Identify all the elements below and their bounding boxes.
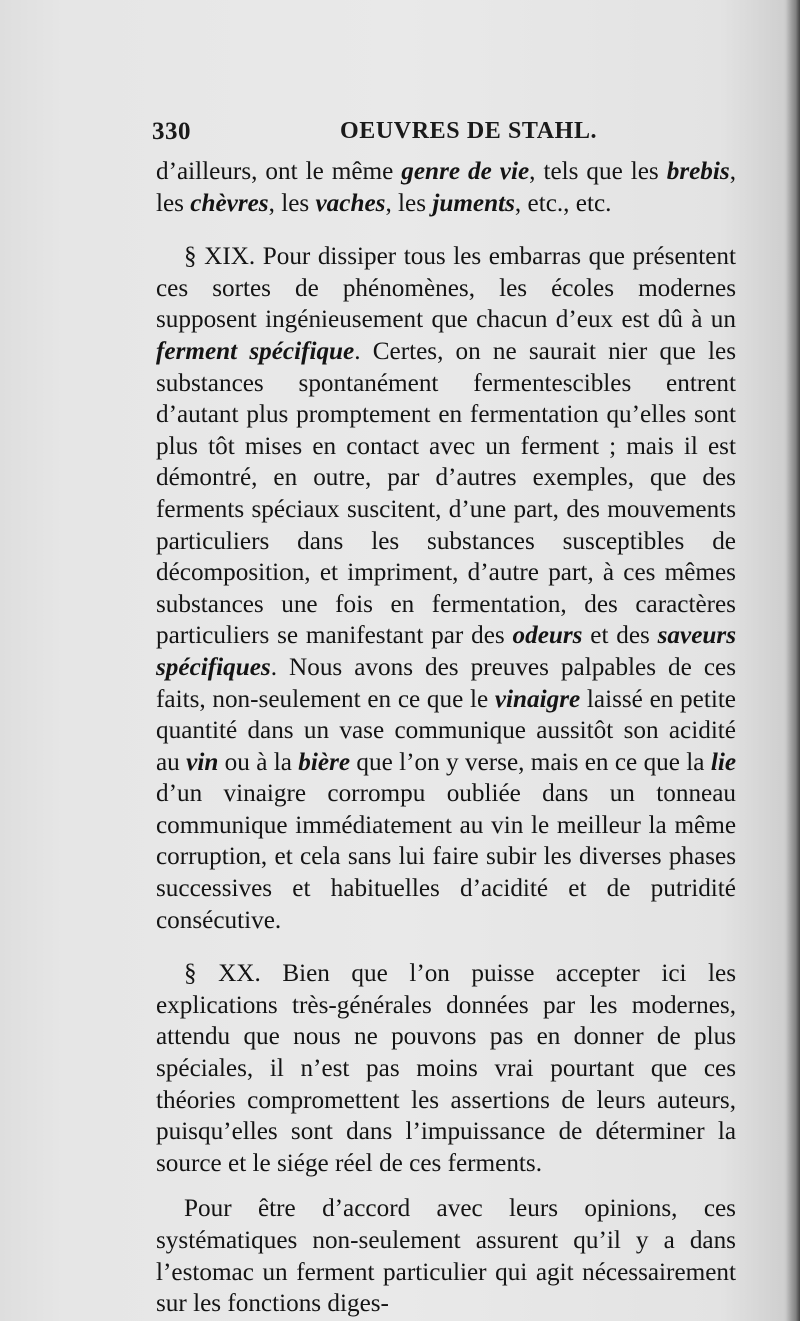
text-run: . Nous avons des preuves palpables de ces faits, non-seulement en ce que le	[156, 653, 736, 713]
italic-term: vaches	[315, 189, 386, 217]
page-header	[152, 112, 752, 152]
text-run: , les	[385, 189, 433, 217]
italic-term: bière	[298, 748, 351, 776]
text-run: d’ailleurs, ont le même	[156, 158, 402, 185]
text-run: laissé en petite quantité dans un vase communique aussitôt son acidité au	[156, 685, 736, 776]
italic-term: vinaigre	[494, 685, 581, 713]
italic-term: chèvres	[190, 189, 269, 217]
text-run: , tels que les	[529, 158, 667, 185]
text-run: que l’on y verse, mais en ce que la	[350, 748, 711, 776]
italic-term: ferment spécifique	[156, 337, 355, 365]
text-run: et des	[582, 622, 658, 650]
italic-term: saveurs spécifiques	[156, 622, 736, 681]
text-run: , etc., etc.	[514, 189, 612, 217]
text-run: § XIX. Pour dissiper tous les embarras que présentent ces sortes de phénomènes, les écoles modernes supposent ingénieusement que chacun d’eux est dû à un	[156, 243, 736, 334]
text-run: ou à la	[218, 748, 299, 776]
body-text	[156, 156, 736, 1320]
text-run: d’un vinaigre corrompu oubliée dans un tonneau communique immédiatement au vin le meilleur la même corruption, et cela sans lui faire subir les diverses phases successives et habituelles d’acidité et de putridité consécutive.	[156, 780, 736, 934]
text-run: , les	[268, 189, 316, 217]
text-run: . Certes, on ne saurait nier que les substances spontanément fermentescibles entrent d’autant plus promptement en fermentation qu’elles sont plus tôt mises en contact avec un ferment ; mais il est démontré, en outre, par d’autres exemples, que des ferments spéciaux suscitent, d’une part, des mouvements particuliers dans les substances susceptibles de décomposition, et impriment, d’autre part, à ces mêmes substances une fois en fermentation, des caractères particuliers se manifestant par des	[156, 337, 736, 650]
running-title: OEUVRES DE STAHL.	[340, 118, 598, 144]
text-run: Pour être d’accord avec leurs opinions, ces systématiques non-seulement assurent qu’il y a dans l’estomac un ferment particulier qui agit nécessairement sur les fonctions diges-	[156, 1195, 736, 1318]
paragraph-final	[156, 1193, 736, 1319]
italic-term: brebis	[666, 158, 730, 185]
italic-term: lie	[710, 748, 737, 776]
text-run: § XX. Bien que l’on puisse accepter ici les explications très-générales données par les modernes, attendu que nous ne pouvons pas en donner de plus spéciales, il n’est pas moins vrai pourtant que ces théories compromettent les assertions de leurs auteurs, puisqu’elles sont dans l’impuissance de déterminer la source et le siége réel de ces ferments.	[156, 960, 736, 1177]
text-run: , les	[156, 158, 736, 217]
italic-term: vin	[186, 748, 219, 776]
italic-term: genre de vie	[401, 158, 530, 185]
paragraph-section-xx	[156, 958, 736, 1179]
paragraph-section-xix	[156, 241, 736, 936]
italic-term: odeurs	[512, 622, 583, 650]
page-number: 330	[152, 118, 191, 145]
italic-term: juments	[432, 189, 515, 217]
paragraph-continuation	[156, 156, 736, 219]
